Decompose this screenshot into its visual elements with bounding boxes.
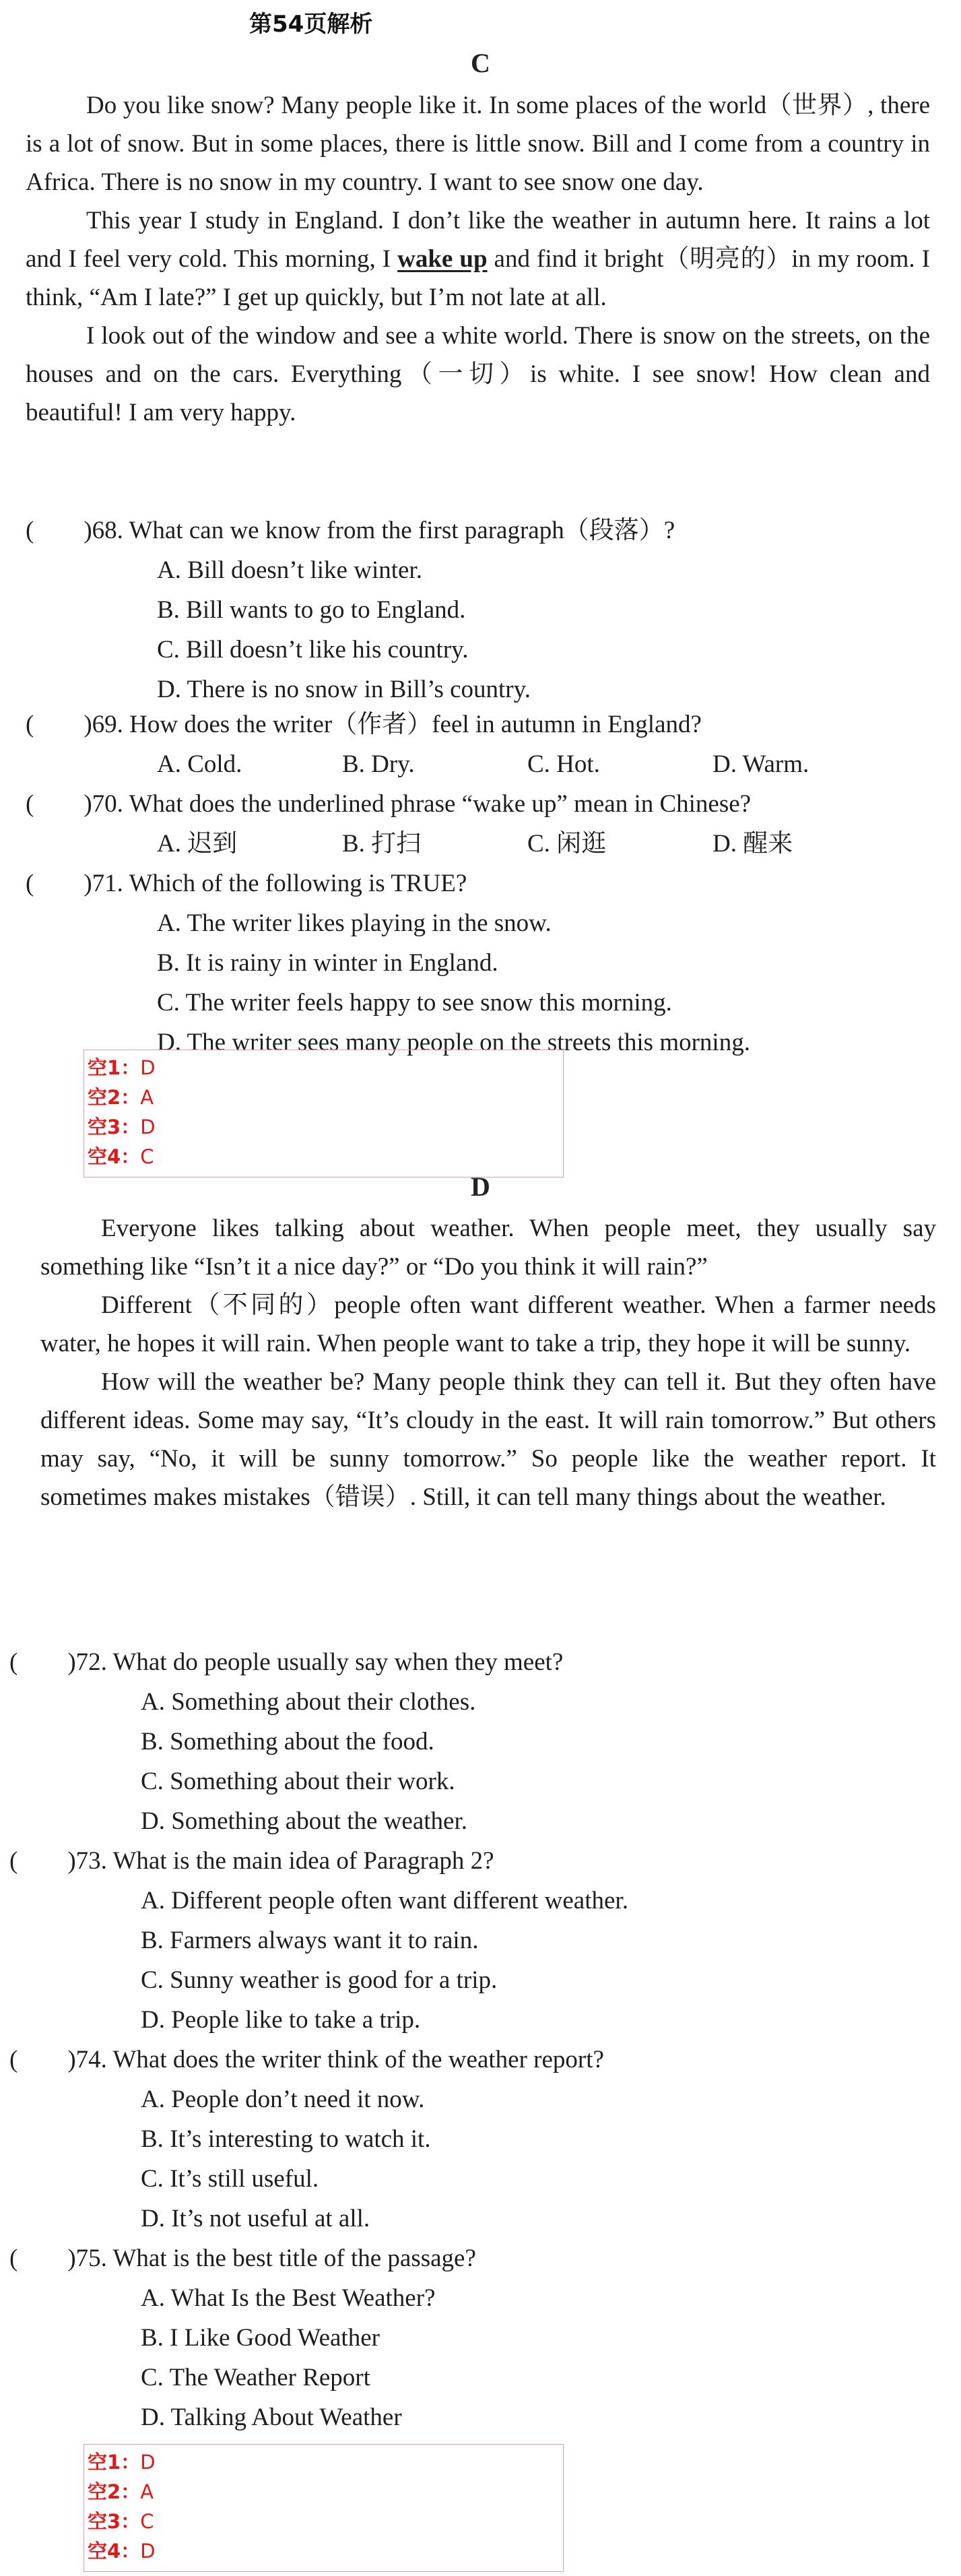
option: B. It is rainy in winter in England. [157,949,498,977]
question-74 [9,2040,604,2239]
answer-line: 空3：C [88,2510,154,2533]
question-stem: ( )68. What can we know from the first paragraph（段落）? [26,517,675,544]
section-c-title: C [471,48,490,78]
option: D. Something about the weather. [141,1807,468,1835]
option: B. Farmers always want it to rain. [141,1927,479,1954]
page-header: 第54页解析 [249,11,373,38]
question-69 [26,705,898,784]
option: D. 醒来 [713,830,793,858]
option: D. It’s not useful at all. [141,2205,370,2232]
question-stem: ( )72. What do people usually say when they meet? [9,1648,564,1676]
option: D. Talking About Weather [141,2404,402,2431]
answer-box-c [84,1050,564,1178]
option: A. Cold. [157,750,242,778]
option: A. 迟到 [157,830,238,858]
answer-line: 空4：C [88,1145,154,1168]
question-stem: ( )73. What is the main idea of Paragraph 2? [9,1847,494,1875]
question-75 [9,2239,476,2437]
answer-line: 空4：D [88,2540,156,2563]
answer-line: 空3：D [88,1116,156,1138]
section-c-passage [26,86,930,432]
question-stem: ( )70. What does the underlined phrase “wake up” mean in Chinese? [26,790,752,818]
underlined-phrase: wake up [397,245,488,273]
answer-box-d [84,2444,564,2572]
option: D. People like to take a trip. [141,2006,421,2034]
option: C. The writer feels happy to see snow this morning. [157,989,672,1017]
answer-line: 空2：A [88,2480,154,2503]
option: A. The writer likes playing in the snow. [157,909,552,937]
option: B. Something about the food. [141,1728,434,1756]
option: A. What Is the Best Weather? [141,2284,436,2312]
section-d-title: D [471,1171,490,1202]
question-stem: ( )74. What does the writer think of the weather report? [9,2046,604,2073]
option: B. Dry. [342,750,415,778]
paragraph: How will the weather be? Many people think they can tell it. But they often have different ideas. Some may say, “It’s cloudy in the east. It will rain tomorrow.” But others may say, “No, it will be sunny tomorrow.” So people like the weather report. It sometimes makes mistakes（错误）. Still, it can tell many things about the weather. [40,1368,936,1511]
question-70 [26,784,898,864]
question-68 [26,511,675,709]
option: C. Something about their work. [141,1768,455,1795]
question-stem: ( )69. How does the writer（作者）feel in autumn in England? [26,711,702,738]
question-73 [9,1841,628,2040]
option: C. Bill doesn’t like his country. [157,636,469,664]
option: A. Bill doesn’t like winter. [157,556,422,584]
option: C. The Weather Report [141,2364,370,2391]
option: C. It’s still useful. [141,2165,319,2193]
question-72 [9,1642,563,1841]
answer-line: 空1：D [88,1056,156,1079]
paragraph: I look out of the window and see a white world. There is snow on the streets, on the houses and on the cars. Everything（一切）is white. I see snow! How clean and beautiful! I am very happy. [26,322,930,426]
paragraph: This year I study in England. I don’t like the weather in autumn here. It rains a lot and I feel very cold. This morning, I wake up and find it bright（明亮的）in my room. I think, “Am I late?” I get up quickly, but I’m not late at all. [26,207,930,311]
paragraph: Different（不同的）people often want different weather. When a farmer needs water, he hopes it will rain. When people want to take a trip, they hope it will be sunny. [40,1291,936,1357]
option: B. Bill wants to go to England. [157,596,466,624]
option: D. The writer sees many people on the streets this morning. [157,1029,750,1056]
paragraph: Do you like snow? Many people like it. In some places of the world（世界）, there is a lot of snow. But in some places, there is little snow. Bill and I come from a country in Africa. There is no snow in my country. I want to see snow one day. [26,92,930,196]
option: D. There is no snow in Bill’s country. [157,676,531,703]
option: C. 闲逛 [527,830,607,858]
option: C. Hot. [527,750,600,778]
option: B. It’s interesting to watch it. [141,2125,431,2153]
question-stem: ( )71. Which of the following is TRUE? [26,870,467,897]
option: A. Different people often want different weather. [141,1887,628,1914]
option: A. Something about their clothes. [141,1688,476,1716]
option: B. 打扫 [342,830,422,858]
paragraph: Everyone likes talking about weather. When people meet, they usually say something like “Isn’t it a nice day?” or “Do you think it will rain?” [40,1215,936,1281]
answer-line: 空2：A [88,1086,154,1109]
option: A. People don’t need it now. [141,2086,425,2113]
option: C. Sunny weather is good for a trip. [141,1966,498,1994]
option: B. I Like Good Weather [141,2324,380,2352]
answer-line: 空1：D [88,2451,156,2474]
question-71 [26,864,750,1062]
section-d-passage [40,1209,936,1516]
question-stem: ( )75. What is the best title of the passage? [9,2245,476,2272]
option: D. Warm. [713,750,809,778]
